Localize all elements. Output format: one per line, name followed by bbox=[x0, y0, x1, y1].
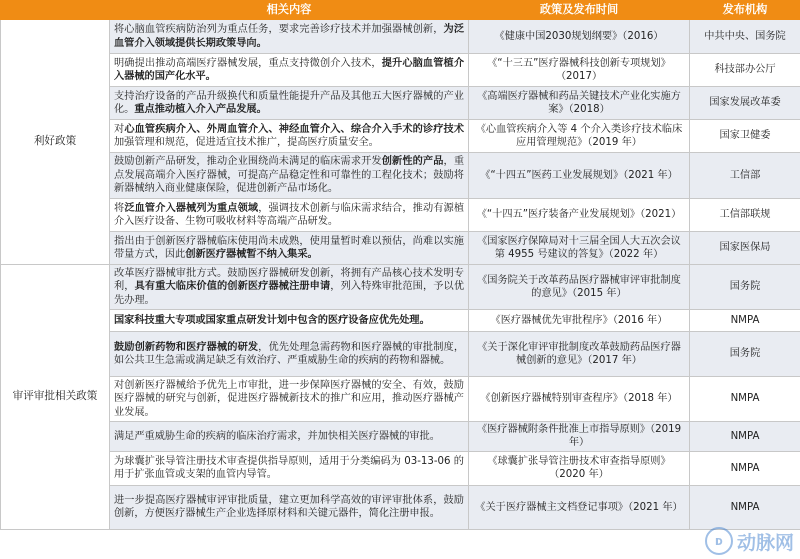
org-cell: 工信部 bbox=[690, 153, 800, 199]
category-cell: 利好政策 bbox=[1, 20, 110, 265]
policy-cell: 《关于医疗器械主文档登记事项》（2021 年） bbox=[469, 485, 690, 529]
content-cell bbox=[110, 377, 469, 422]
content-text: 改革医疗器械审批方式。鼓励医疗器械研发创新，将拥有产品核心技术发明专利， bbox=[114, 267, 464, 293]
content-cell bbox=[110, 310, 469, 332]
table-header-row bbox=[1, 1, 800, 20]
table-row bbox=[1, 422, 800, 452]
content-text: 支持治疗设备的产品升级换代和质量性能提升产品及其他五大医疗器械的产业化。 bbox=[114, 90, 464, 115]
content-text: 重点推动植入介入产品发展。 bbox=[134, 104, 267, 115]
content-text: 鼓励创新药物和医疗器械的研发 bbox=[114, 341, 259, 353]
content-cell bbox=[110, 54, 469, 87]
content-text: 加强管理和规范，促进适宜技术推广，提高医疗质量安全。 bbox=[114, 137, 379, 148]
policy-cell: 《医疗器械优先审批程序》（2016 年） bbox=[469, 310, 690, 332]
content-text: 明确提出推动高端医疗器械发展，重点支持微创介入技术， bbox=[114, 57, 382, 69]
policy-cell: 《“十三五”医疗器械科技创新专项规划》（2017） bbox=[469, 54, 690, 87]
table-row bbox=[1, 377, 800, 422]
org-cell: 科技部办公厅 bbox=[690, 54, 800, 87]
org-cell: 国家发展改革委 bbox=[690, 87, 800, 120]
org-cell: 国家医保局 bbox=[690, 232, 800, 265]
content-cell bbox=[110, 422, 469, 452]
table-row bbox=[1, 87, 800, 120]
content-text: 创新性的产品 bbox=[381, 156, 444, 168]
content-text: 将 bbox=[114, 202, 125, 214]
content-cell bbox=[110, 485, 469, 529]
table-body bbox=[1, 20, 800, 530]
table-row bbox=[1, 332, 800, 377]
header-org: 发布机构 bbox=[690, 1, 800, 20]
policy-cell: 《国务院关于改革药品医疗器械审评审批制度的意见》（2015 年） bbox=[469, 265, 690, 310]
header-content: 相关内容 bbox=[110, 1, 469, 20]
content-text: 将心脑血管疾病防治列为重点任务，要求完善诊疗技术并加强器械创新， bbox=[114, 24, 444, 36]
org-cell: 国务院 bbox=[690, 332, 800, 377]
table-row bbox=[1, 265, 800, 310]
policy-cell: 《健康中国2030规划纲要》（2016） bbox=[469, 20, 690, 54]
content-cell bbox=[110, 153, 469, 199]
policy-cell: 《“十四五”医疗装备产业发展规划》（2021） bbox=[469, 199, 690, 232]
content-text: ，重点发展高端介入医疗器械，可提高产品稳定性和可靠性的工程化技术；鼓励将新器械纳入商业健康保险，促进创新产品市场化。 bbox=[114, 156, 465, 195]
table-row bbox=[1, 120, 800, 153]
header-category bbox=[1, 1, 110, 20]
content-text: 对 bbox=[114, 123, 125, 135]
org-cell: 国家卫健委 bbox=[690, 120, 800, 153]
content-text: 具有重大临床价值的创新医疗器械注册申请 bbox=[134, 281, 331, 293]
content-text: 国家科技重大专项或国家重点研发计划中包含的医疗设备应优先处理。 bbox=[114, 314, 430, 326]
org-cell: 国务院 bbox=[690, 265, 800, 310]
content-cell bbox=[110, 451, 469, 485]
category-cell: 审评审批相关政策 bbox=[1, 265, 110, 530]
org-cell: NMPA bbox=[690, 422, 800, 452]
table-row bbox=[1, 54, 800, 87]
policy-cell: 《医疗器械附条件批准上市指导原则》（2019 年） bbox=[469, 422, 690, 452]
org-cell: NMPA bbox=[690, 485, 800, 529]
content-cell bbox=[110, 332, 469, 377]
table-row bbox=[1, 199, 800, 232]
content-text: 满足严重威胁生命的疾病的临床治疗需求，并加快相关医疗器械的审批。 bbox=[114, 430, 440, 442]
table-row bbox=[1, 310, 800, 332]
policy-cell: 《高端医疗器械和药品关键技术产业化实施方案》（2018） bbox=[469, 87, 690, 120]
header-policy: 政策及发布时间 bbox=[469, 1, 690, 20]
watermark bbox=[705, 527, 794, 555]
content-text: 为球囊扩张导管注册技术审查提供指导原则，适用于分类编码为 03-13-06 的用于扩张血管或支架的血管内导管。 bbox=[114, 455, 464, 481]
content-text: ，优先处理急需药物和医疗器械的审批制度，如公共卫生急需或满足缺乏有效治疗、严重威胁生命的疾病的药物和器械。 bbox=[114, 341, 465, 366]
watermark-logo-icon: ᴅ bbox=[705, 527, 733, 555]
org-cell: 工信部联规 bbox=[690, 199, 800, 232]
org-cell: NMPA bbox=[690, 310, 800, 332]
content-cell bbox=[110, 199, 469, 232]
org-cell: NMPA bbox=[690, 451, 800, 485]
content-text: ，强调技术创新与临床需求结合，推动有源植介入医疗设备、生物可吸收材料等高端产品研发。 bbox=[114, 202, 465, 227]
content-text: ，列入特殊审批范围，予以优先办理。 bbox=[114, 281, 465, 306]
table-row bbox=[1, 153, 800, 199]
table-row bbox=[1, 485, 800, 529]
content-cell bbox=[110, 20, 469, 54]
content-cell bbox=[110, 265, 469, 310]
policy-cell: 《“十四五”医药工业发展规划》（2021 年） bbox=[469, 153, 690, 199]
watermark-text: 动脉网 bbox=[736, 531, 794, 554]
content-text: 鼓励创新产品研发，推动企业围绕尚未满足的临床需求开发 bbox=[114, 156, 382, 168]
policy-cell: 《球囊扩张导管注册技术审查指导原则》（2020 年） bbox=[469, 451, 690, 485]
policy-cell: 《关于深化审评审批制度改革鼓励药品医疗器械创新的意见》（2017 年） bbox=[469, 332, 690, 377]
content-cell bbox=[110, 120, 469, 153]
policy-cell: 《心血管疾病介入等 4 个介入类诊疗技术临床应用管理规范》（2019 年） bbox=[469, 120, 690, 153]
policy-cell: 《创新医疗器械特别审查程序》（2018 年） bbox=[469, 377, 690, 422]
org-cell: NMPA bbox=[690, 377, 800, 422]
table-row bbox=[1, 451, 800, 485]
content-text: 泛血管介入器械列为重点领域 bbox=[124, 202, 259, 214]
table-row bbox=[1, 20, 800, 54]
org-cell: 中共中央、国务院 bbox=[690, 20, 800, 54]
content-text: 对创新医疗器械给予优先上市审批，进一步保障医疗器械的安全、有效，鼓励医疗器械的研究与创新，促进医疗器械新技术的推广和应用，推动医疗器械产业发展。 bbox=[114, 379, 464, 418]
content-text: 创新医疗器械暂不纳入集采。 bbox=[185, 249, 318, 260]
content-cell bbox=[110, 232, 469, 265]
content-text: 提升心脑血管植介入器械的国产化水平。 bbox=[114, 57, 465, 82]
content-text: 进一步提高医疗器械审评审批质量，建立更加科学高效的审评审批体系，鼓励创新，方便医疗器械生产企业选择原材料和关键元器件，简化注册申报。 bbox=[114, 494, 464, 520]
content-text: 指出由于创新医疗器械临床使用尚未成熟，使用量暂时难以预估，尚难以实施带量方式，因此 bbox=[114, 235, 464, 260]
content-text: 心血管疾病介入、外周血管介入、神经血管介入、综合介入手术的诊疗技术 bbox=[124, 123, 465, 135]
content-cell bbox=[110, 87, 469, 120]
content-text: 为泛血管介入领域提供长期政策导向。 bbox=[114, 24, 465, 49]
policy-cell: 《国家医疗保障局对十三届全国人大五次会议第 4955 号建议的答复》（2022 年） bbox=[469, 232, 690, 265]
table-row bbox=[1, 232, 800, 265]
